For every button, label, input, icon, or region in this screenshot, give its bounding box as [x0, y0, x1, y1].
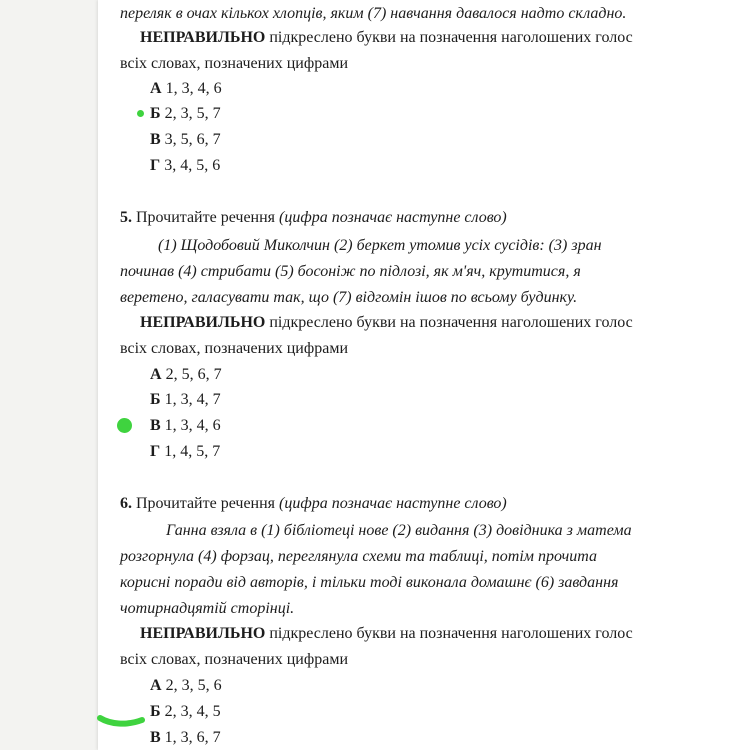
q6-option-a: А 2, 3, 5, 6	[150, 677, 222, 694]
q4-option-c: В 3, 5, 6, 7	[150, 131, 221, 148]
q4-prompt	[140, 28, 633, 48]
answer-marker-dot	[137, 110, 144, 117]
q5-option-c: В 1, 3, 4, 6	[150, 417, 221, 434]
answer-marker-dot	[117, 418, 132, 433]
q6-number: 6.	[120, 495, 132, 512]
q6-header	[120, 494, 507, 514]
q5-prompt-rest: підкреслено букви на позначення наголошених голос	[265, 314, 633, 331]
q5-instruction-note: (цифра позначає наступне слово)	[279, 209, 507, 226]
q6-text-line: Ганна взяла в (1) бібліотеці нове (2) видання (3) довідника з матема	[166, 522, 632, 539]
q6-prompt-rest: підкреслено букви на позначення наголошених голос	[265, 625, 633, 642]
q4-option-a: А 1, 3, 4, 6	[150, 80, 222, 97]
q6-text-line: чотирнадцятій сторінці.	[120, 600, 295, 617]
q4-prompt-bold: НЕПРАВИЛЬНО	[140, 29, 266, 46]
q6-option-b: Б 2, 3, 4, 5	[150, 703, 221, 720]
q5-prompt-line2: всіх словах, позначених цифрами	[120, 340, 348, 357]
q5-text-line: веретено, галасувати так, що (7) відгомін ішов по всьому будинку.	[120, 289, 578, 306]
document-page	[98, 0, 748, 750]
q6-prompt-bold: НЕПРАВИЛЬНО	[140, 625, 266, 642]
q4-prompt-rest: підкреслено букви на позначення наголошених голос	[265, 29, 633, 46]
q4-option-b: Б 2, 3, 5, 7	[150, 105, 221, 122]
q5-option-b: Б 1, 3, 4, 7	[150, 391, 221, 408]
q5-prompt-bold: НЕПРАВИЛЬНО	[140, 314, 266, 331]
answer-marker-stroke	[96, 708, 146, 732]
q5-number: 5.	[120, 209, 132, 226]
q6-prompt	[140, 624, 633, 644]
q5-text-line: (1) Щодобовий Миколчин (2) беркет утомив усіх сусідів: (3) зран	[158, 237, 602, 254]
q5-option-d: Г 1, 4, 5, 7	[150, 443, 221, 460]
q6-text-line: корисні поради від авторів, і тільки тоді виконала домашнє (6) завдання	[120, 574, 619, 591]
q6-text-line: розгорнула (4) форзац, переглянула схеми та таблиці, потім прочита	[120, 548, 597, 565]
q6-instruction-note: (цифра позначає наступне слово)	[279, 495, 507, 512]
q5-prompt	[140, 313, 633, 333]
q4-text-tail: переляк в очах кількох хлопців, яким (7) навчання давалося надто складно.	[120, 5, 627, 22]
q5-text-line: починав (4) стрибати (5) босоніж по підлозі, як м'яч, крутитися, я	[120, 263, 581, 280]
q5-option-a: А 2, 5, 6, 7	[150, 366, 222, 383]
q6-option-c: В 1, 3, 6, 7	[150, 729, 221, 746]
q4-prompt-line2: всіх словах, позначених цифрами	[120, 55, 348, 72]
q6-instruction: Прочитайте речення	[132, 495, 280, 512]
q4-option-d: Г 3, 4, 5, 6	[150, 157, 221, 174]
q6-prompt-line2: всіх словах, позначених цифрами	[120, 651, 348, 668]
q5-instruction: Прочитайте речення	[132, 209, 280, 226]
q5-header	[120, 208, 507, 228]
